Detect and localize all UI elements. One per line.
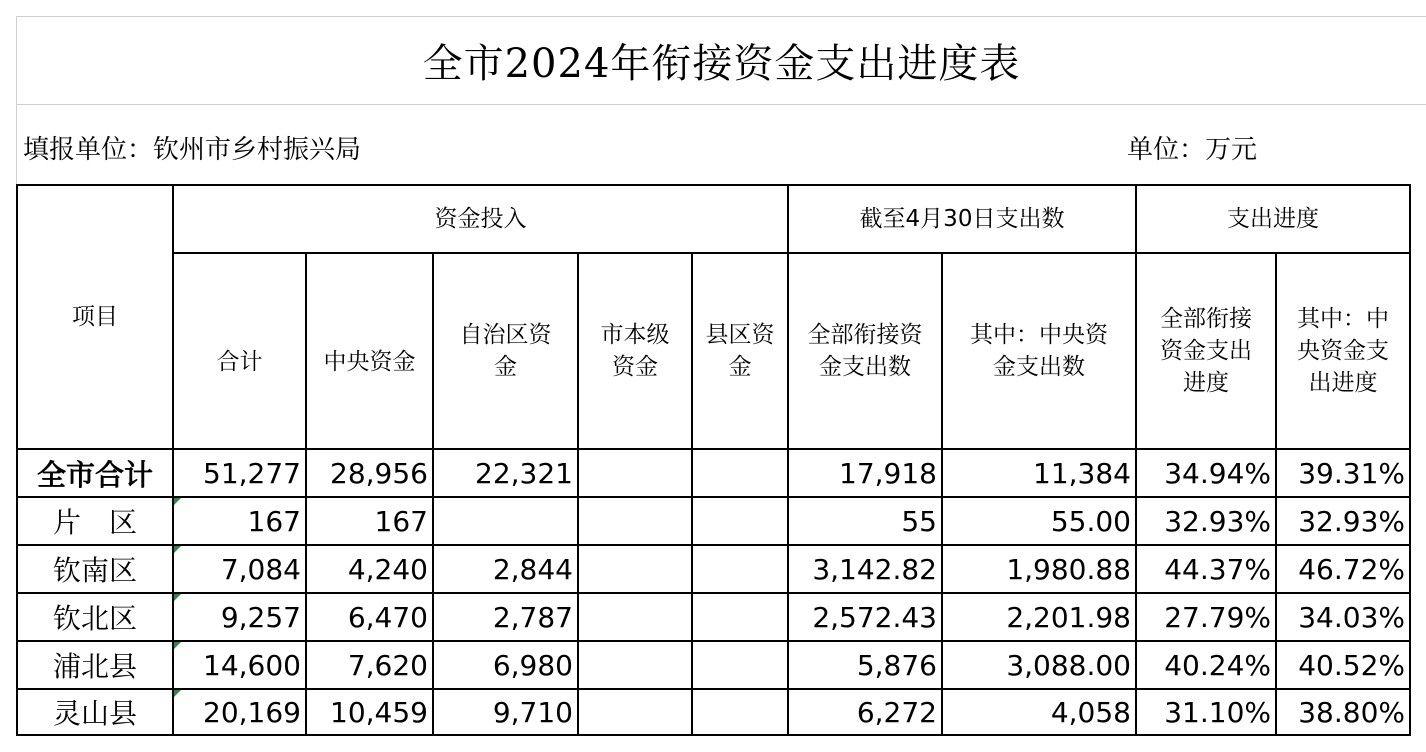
- cell-county[interactable]: [692, 689, 788, 735]
- cell-region[interactable]: [433, 497, 578, 545]
- cell-central-progress[interactable]: 34.03%: [1276, 593, 1410, 641]
- header-all-spent[interactable]: [788, 253, 942, 449]
- cell-city[interactable]: [578, 449, 692, 497]
- cell-total[interactable]: 51,277: [173, 449, 306, 497]
- header-all-progress-label: 全部衔接 资金支出 进度: [1160, 306, 1252, 396]
- cell-city[interactable]: [578, 593, 692, 641]
- row-name[interactable]: 钦南区: [17, 545, 173, 593]
- cell-all-progress[interactable]: 27.79%: [1136, 593, 1276, 641]
- row-name[interactable]: 片 区: [17, 497, 173, 545]
- cell-central-progress[interactable]: 39.31%: [1276, 449, 1410, 497]
- cell-central[interactable]: 6,470: [306, 593, 433, 641]
- cell-central[interactable]: 167: [306, 497, 433, 545]
- cell-all-spent[interactable]: 2,572.43: [788, 593, 942, 641]
- cell-region[interactable]: 22,321: [433, 449, 578, 497]
- cell-central-spent[interactable]: 11,384: [942, 449, 1136, 497]
- unit-label: 单位：万元: [1127, 135, 1258, 165]
- header-county-label: 县区资 金: [705, 322, 775, 380]
- cell-county[interactable]: [692, 545, 788, 593]
- cell-county[interactable]: [692, 449, 788, 497]
- header-city-label: 市本级 资金: [600, 322, 670, 380]
- cell-city[interactable]: [578, 545, 692, 593]
- header-central[interactable]: [306, 253, 433, 449]
- cell-central-progress[interactable]: 32.93%: [1276, 497, 1410, 545]
- header-central-spent[interactable]: [942, 253, 1136, 449]
- header-central-progress[interactable]: [1276, 253, 1410, 449]
- cell-total[interactable]: 14,600: [173, 641, 306, 689]
- cell-central-progress[interactable]: 46.72%: [1276, 545, 1410, 593]
- cell-county[interactable]: [692, 497, 788, 545]
- header-county[interactable]: [692, 253, 788, 449]
- cell-central-spent[interactable]: 3,088.00: [942, 641, 1136, 689]
- cell-county[interactable]: [692, 641, 788, 689]
- cell-total[interactable]: 7,084: [173, 545, 306, 593]
- header-funds-input[interactable]: 资金投入: [173, 185, 788, 253]
- header-item[interactable]: 项目: [17, 185, 173, 449]
- header-region-label: 自治区资 金: [459, 322, 552, 380]
- row-name[interactable]: 全市合计: [17, 449, 173, 497]
- cell-city[interactable]: [578, 689, 692, 735]
- filler-label: 填报单位：钦州市乡村振兴局: [23, 135, 362, 165]
- data-table: [16, 184, 1411, 736]
- cell-all-spent[interactable]: 3,142.82: [788, 545, 942, 593]
- cell-central-spent[interactable]: 4,058: [942, 689, 1136, 735]
- header-total[interactable]: [173, 253, 306, 449]
- cell-all-progress[interactable]: 44.37%: [1136, 545, 1276, 593]
- header-spent-by-date[interactable]: 截至4月30日支出数: [788, 185, 1136, 253]
- cell-central[interactable]: 10,459: [306, 689, 433, 735]
- cell-central[interactable]: 7,620: [306, 641, 433, 689]
- header-all-progress[interactable]: [1136, 253, 1276, 449]
- info-row[interactable]: [16, 104, 1426, 184]
- header-region[interactable]: [433, 253, 578, 449]
- cell-region[interactable]: 2,787: [433, 593, 578, 641]
- header-city[interactable]: [578, 253, 692, 449]
- cell-city[interactable]: [578, 641, 692, 689]
- header-central-progress-label: 其中：中 央资金支 出进度: [1297, 306, 1389, 396]
- cell-total[interactable]: 167: [173, 497, 306, 545]
- cell-central[interactable]: 4,240: [306, 545, 433, 593]
- title-cell[interactable]: [16, 16, 1426, 104]
- cell-central[interactable]: 28,956: [306, 449, 433, 497]
- cell-region[interactable]: 9,710: [433, 689, 578, 735]
- cell-all-spent[interactable]: 55: [788, 497, 942, 545]
- cell-county[interactable]: [692, 593, 788, 641]
- cell-all-spent[interactable]: 5,876: [788, 641, 942, 689]
- row-name[interactable]: 灵山县: [17, 689, 173, 735]
- cell-all-spent[interactable]: 6,272: [788, 689, 942, 735]
- header-progress[interactable]: 支出进度: [1136, 185, 1410, 253]
- cell-all-progress[interactable]: 34.94%: [1136, 449, 1276, 497]
- cell-region[interactable]: 2,844: [433, 545, 578, 593]
- cell-central-spent[interactable]: 1,980.88: [942, 545, 1136, 593]
- cell-central-progress[interactable]: 40.52%: [1276, 641, 1410, 689]
- table-row: [17, 641, 1410, 689]
- cell-city[interactable]: [578, 497, 692, 545]
- page-title: 全市2024年衔接资金支出进度表: [422, 41, 1021, 87]
- cell-central-spent[interactable]: 55.00: [942, 497, 1136, 545]
- row-name[interactable]: 浦北县: [17, 641, 173, 689]
- table-row: [17, 593, 1410, 641]
- table-row: [17, 689, 1410, 735]
- cell-total[interactable]: 20,169: [173, 689, 306, 735]
- cell-central-spent[interactable]: 2,201.98: [942, 593, 1136, 641]
- header-total-label: 合计: [216, 349, 263, 375]
- header-all-spent-label: 全部衔接资 金支出数: [807, 322, 923, 380]
- header-central-label: 中央资金: [323, 349, 416, 375]
- table-row: [17, 497, 1410, 545]
- cell-all-progress[interactable]: 31.10%: [1136, 689, 1276, 735]
- cell-region[interactable]: 6,980: [433, 641, 578, 689]
- row-name[interactable]: 钦北区: [17, 593, 173, 641]
- cell-central-progress[interactable]: 38.80%: [1276, 689, 1410, 735]
- header-central-spent-label: 其中：中央资 金支出数: [970, 322, 1108, 380]
- cell-all-progress[interactable]: 40.24%: [1136, 641, 1276, 689]
- table-row: [17, 545, 1410, 593]
- cell-all-progress[interactable]: 32.93%: [1136, 497, 1276, 545]
- cell-all-spent[interactable]: 17,918: [788, 449, 942, 497]
- table-row: [17, 449, 1410, 497]
- cell-total[interactable]: 9,257: [173, 593, 306, 641]
